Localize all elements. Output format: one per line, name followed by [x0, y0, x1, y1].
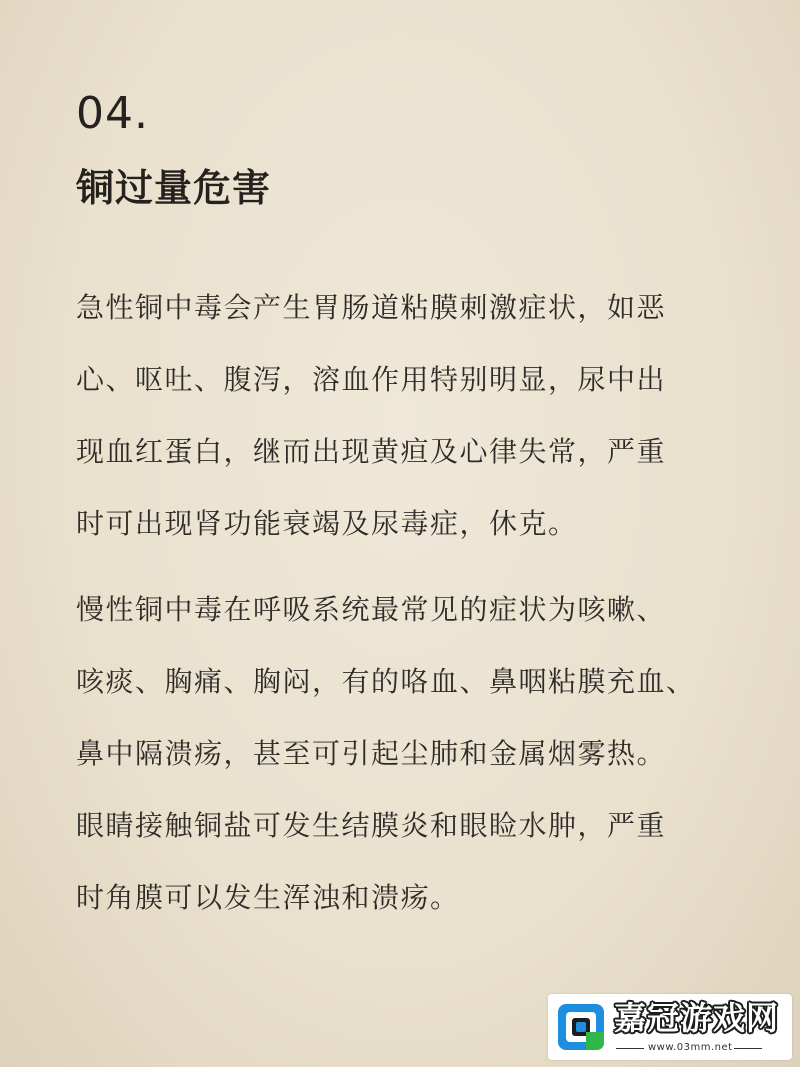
paragraph-acute [76, 272, 756, 560]
paragraph-line: 现血红蛋白，继而出现黄疸及心律失常，严重 [76, 435, 667, 468]
watermark-logo-icon [556, 1002, 606, 1052]
watermark-name: 嘉冠游戏网 [614, 999, 780, 1037]
watermark-rule-left [616, 1048, 644, 1049]
paragraph-line: 鼻中隔溃疡，甚至可引起尘肺和金属烟雾热。 [76, 737, 667, 770]
paragraph-line: 眼睛接触铜盐可发生结膜炎和眼睑水肿，严重 [76, 809, 667, 842]
paragraph-line: 慢性铜中毒在呼吸系统最常见的症状为咳嗽、 [76, 593, 667, 626]
watermark-url: www.03mm.net [648, 1042, 733, 1053]
paragraph-line: 急性铜中毒会产生胃肠道粘膜刺激症状，如恶 [76, 291, 667, 324]
watermark-rule-right [734, 1048, 762, 1049]
paragraph-line: 心、呕吐、腹泻，溶血作用特别明显，尿中出 [76, 363, 667, 396]
paragraph-chronic [76, 574, 756, 934]
paragraph-line: 咳痰、胸痛、胸闷，有的咯血、鼻咽粘膜充血、 [76, 665, 696, 698]
site-watermark [548, 994, 792, 1060]
paragraph-line: 时角膜可以发生浑浊和溃疡。 [76, 881, 460, 914]
section-title: 铜过量危害 [76, 166, 272, 210]
paragraph-line: 时可出现肾功能衰竭及尿毒症，休克。 [76, 507, 578, 540]
section-number: 04. [76, 88, 149, 139]
